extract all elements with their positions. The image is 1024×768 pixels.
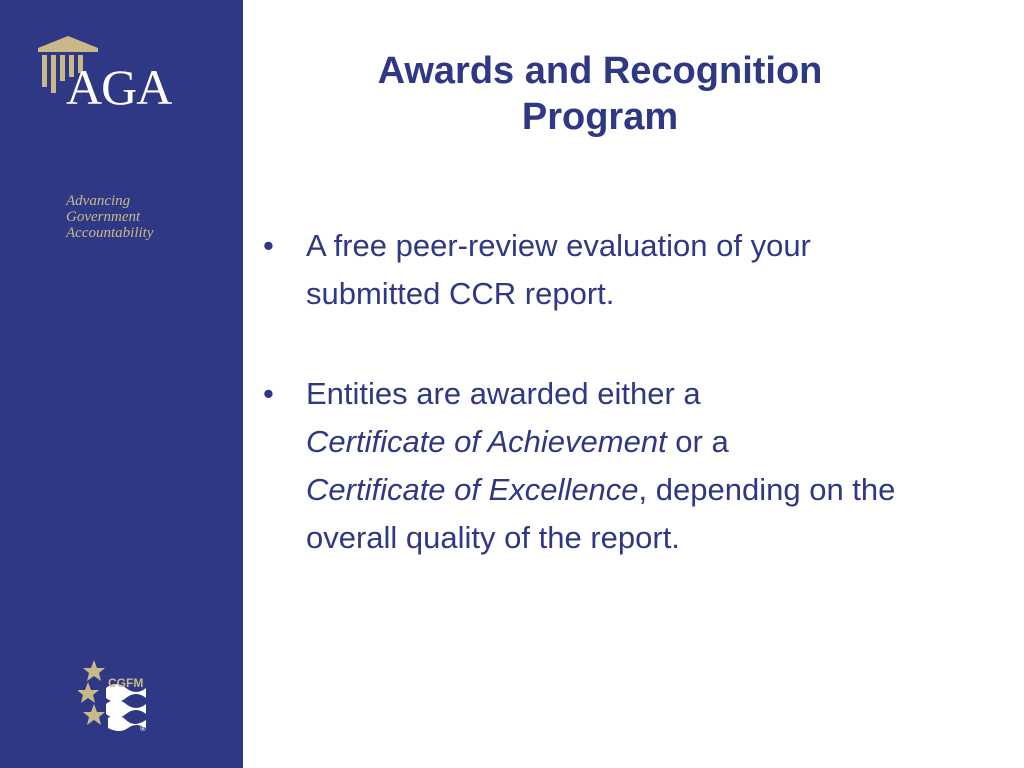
cgfm-stars-flag-icon	[78, 658, 158, 738]
tagline-line-1: Advancing	[66, 193, 131, 209]
aga-logo-text: AGA	[66, 59, 172, 115]
bullet-text-1: A free peer-review evaluation of your submitted CCR report.	[306, 228, 811, 311]
slide-title-line-1: Awards and Recognition	[377, 50, 823, 92]
bullet-dot: •	[263, 228, 274, 263]
aga-logo	[36, 34, 196, 114]
tagline-line-3: Accountability	[66, 225, 154, 241]
slide-title-line-2: Program	[521, 96, 679, 138]
cgfm-logo	[78, 658, 158, 738]
certificate-of-excellence-text: Certificate of Excellence	[306, 472, 639, 507]
certificate-of-achievement-text: Certificate of Achievement	[306, 424, 667, 459]
cgfm-text: CGFM	[108, 676, 144, 690]
tagline	[66, 193, 153, 241]
bullet-text-2-part-2: or a	[666, 424, 729, 459]
registered-mark: ®	[140, 724, 146, 733]
bullet-text-2	[306, 370, 946, 562]
sidebar	[0, 0, 243, 768]
bullet-text-2-part-1: Entities are awarded either a	[306, 376, 701, 411]
bullet-list	[263, 222, 963, 614]
bullet-item-1	[263, 222, 963, 318]
slide-title	[290, 48, 910, 140]
bullet-item-2	[263, 370, 963, 562]
bullet-dot: •	[263, 376, 274, 411]
tagline-line-2: Government	[66, 209, 141, 225]
bullet-text-2-part-3: , depending on the overall quality of the report.	[306, 472, 896, 555]
